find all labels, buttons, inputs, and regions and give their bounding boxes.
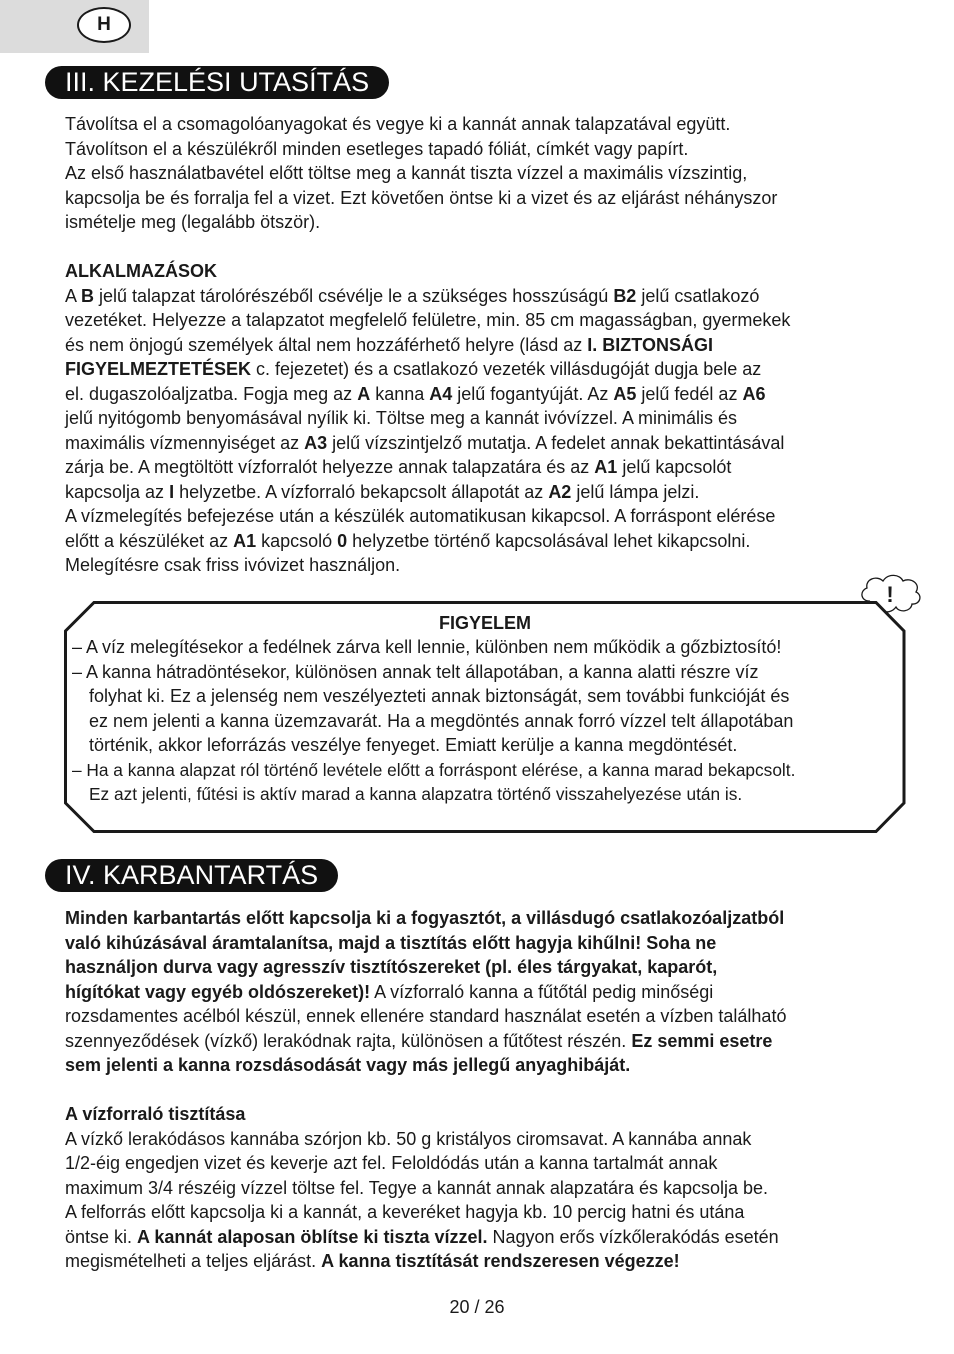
bold-text: használjon durva vagy agresszív tisztítószereket (pl. éles tárgyakat, kaparót, <box>65 957 718 977</box>
text-run: maximális vízmennyiséget az <box>65 432 305 453</box>
text-line <box>65 333 895 358</box>
language-badge: H <box>77 7 131 43</box>
bold-text: Minden karbantartás előtt kapcsolja ki a fogyasztót, a villásdugó csatlakozóaljzatból <box>65 908 785 928</box>
text-line <box>65 284 895 309</box>
text-run: el. dugaszolóaljzatba. Fogja meg az <box>65 383 358 404</box>
bold-text: A kannát alaposan öblítse ki tiszta vízzel. <box>137 1226 488 1247</box>
text-line <box>65 529 895 554</box>
text-line <box>65 1151 895 1176</box>
bold-text: FIGYELMEZTETÉSEK <box>65 359 252 379</box>
text-run: A felforrás előtt kapcsolja ki a kannát, a keveréket hagyja kb. 10 percig hatni és utána <box>65 1202 745 1222</box>
section-heading-operation: III. KEZELÉSI UTASÍTÁS <box>45 66 389 99</box>
text-line <box>65 1004 895 1029</box>
text-run: jelű fedél az <box>636 383 743 404</box>
text-run: helyzetbe. A vízforraló bekapcsolt állapotát az <box>174 481 549 502</box>
text-run: zárja be. A megtöltött vízforralót helyezze annak talapzatára és az <box>65 457 595 477</box>
text-run: vezetéket. Helyezze a talapzatot megfelelő felületre, min. 85 cm magasságban, gyermekek <box>65 310 791 330</box>
bold-text: A1 <box>594 457 618 477</box>
text-run: szennyeződések (vízkő) lerakódnak rajta, különösen a fűtőtest részén. <box>65 1030 632 1051</box>
bold-text: I <box>169 481 175 502</box>
text-line <box>65 1249 895 1274</box>
intro-paragraph <box>65 112 895 235</box>
text-run: kapcsolja az <box>65 481 170 502</box>
text-run: jelű vízszintjelző mutatja. A fedelet annak bekattintásával <box>327 432 785 453</box>
text-run: Nagyon erős vízkőlerakódás esetén <box>487 1226 779 1247</box>
bold-text: hígítókat vagy egyéb oldószereket)! <box>65 981 371 1002</box>
text-run: öntse ki. <box>65 1226 138 1247</box>
warning-item: – A víz melegítésekor a fedélnek zárva kell lennie, különben nem működik a gőzbiztosító! <box>72 637 782 657</box>
text-run: maximum 3/4 részéig vízzel töltse fel. Tegye a kannát annak alapzatára és kapcsolja be. <box>65 1177 769 1198</box>
text-line <box>65 455 895 480</box>
text-run: helyzetbe történő kapcsolásával lehet kikapcsolni. <box>347 530 751 551</box>
page-number: 20 / 26 <box>449 1297 505 1317</box>
text-run: A <box>65 285 82 306</box>
text-line <box>65 980 895 1005</box>
bold-text: Ez semmi esetre <box>631 1030 773 1051</box>
bold-text: A3 <box>304 432 328 453</box>
bold-text: A kanna tisztítását rendszeresen végezze! <box>321 1251 680 1271</box>
warning-item: – Ha a kanna alapzat ról történő levétele előtt a forráspont elérése, a kanna marad bekapcsolt. <box>72 759 796 780</box>
applications-heading: ALKALMAZÁSOK <box>65 261 217 281</box>
warning-item-continuation: Ez azt jelenti, fűtési is aktív marad a kanna alapzatra történő visszahelyezése után is. <box>89 784 743 804</box>
text-run: jelű talapzat tárolórészéből csévélje le a szükséges hosszúságú <box>94 285 614 306</box>
text-run: A vízkő lerakódásos kannába szórjon kb. 50 g kristályos ciromsavat. A kannába annak <box>65 1128 752 1149</box>
bold-text: B <box>81 285 95 306</box>
warning-item-continuation: ez nem jelenti a kanna üzemzavarát. Ha a megdöntés annak forró vízzel telt állapotában <box>89 710 794 731</box>
text-line <box>65 406 895 431</box>
warning-list <box>72 635 902 807</box>
text-run: megismételheti a teljes eljárást. <box>65 1251 322 1271</box>
bold-text: való kihúzásával áramtalanítsa, majd a tisztítás előtt hagyja kihűlni! Soha ne <box>65 932 717 953</box>
text-run: A vízmelegítés befejezése után a készülék automatikusan kikapcsol. A forráspont elérése <box>65 506 776 526</box>
text-line <box>65 504 895 529</box>
text-run: c. fejezetet) és a csatlakozó vezeték villásdugóját dugja bele az <box>251 359 762 379</box>
text-line <box>65 431 895 456</box>
intro-line: Távolítsa el a csomagolóanyagokat és vegye ki a kannát annak talapzatával együtt. <box>65 114 731 134</box>
text-line <box>65 553 895 578</box>
text-line <box>65 1176 895 1201</box>
warning-item-continuation: folyhat ki. Ez a jelenség nem veszélyezteti annak biztonságát, sem további funkcióját és <box>89 686 790 706</box>
operation-section-body <box>65 112 895 578</box>
text-line <box>65 1029 895 1054</box>
text-line <box>65 1127 895 1152</box>
text-line <box>65 382 895 407</box>
bold-text: 0 <box>337 530 348 551</box>
bold-text: B2 <box>613 285 637 306</box>
bold-text: A6 <box>742 383 766 404</box>
maintenance-section-body <box>65 906 895 1274</box>
warning-title: FIGYELEM <box>438 613 531 633</box>
text-line <box>65 1225 895 1250</box>
intro-line: Az első használatbavétel előtt töltse meg a kannát tiszta vízzel a maximális vízszintig, <box>65 163 748 183</box>
text-line <box>65 1200 895 1225</box>
bold-text: sem jelenti a kanna rozsdásodását vagy más jellegű anyaghibáját. <box>65 1055 631 1075</box>
intro-line: kapcsolja be és forralja fel a vizet. Ezt követően öntse ki a vizet és az eljárást néhányszor <box>65 187 778 208</box>
exclamation-mark: ! <box>886 582 894 607</box>
text-run: előtt a készüléket az <box>65 530 234 551</box>
text-run: kanna <box>370 383 430 404</box>
text-run: jelű fogantyúját. Az <box>452 383 614 404</box>
text-line <box>65 906 895 931</box>
text-run: kapcsoló <box>256 530 338 551</box>
bold-text: A <box>357 383 371 404</box>
text-line <box>65 931 895 956</box>
text-run: jelű csatlakozó <box>636 285 760 306</box>
maintenance-paragraph <box>65 906 895 1078</box>
text-line <box>65 955 895 980</box>
text-line <box>65 480 895 505</box>
cleaning-heading: A vízforraló tisztítása <box>65 1104 246 1124</box>
text-run: jelű lámpa jelzi. <box>571 481 700 502</box>
text-line <box>65 308 895 333</box>
bold-text: A5 <box>613 383 637 404</box>
text-line <box>65 1053 895 1078</box>
bold-text: A4 <box>429 383 453 404</box>
section-heading-maintenance: IV. KARBANTARTÁS <box>45 859 338 892</box>
warning-box <box>64 601 906 833</box>
text-run: és nem önjogú személyek által nem hozzáférhető helyre (lásd az <box>65 334 588 355</box>
intro-line: ismételje meg (legalább ötször). <box>65 212 321 232</box>
bold-text: I. BIZTONSÁGI <box>587 334 713 355</box>
warning-item: – A kanna hátradöntésekor, különösen annak telt állapotában, a kanna alatti részre víz <box>72 661 759 682</box>
bold-text: A2 <box>548 481 572 502</box>
text-run: A vízforraló kanna a fűtőtál pedig minőségi <box>370 981 714 1002</box>
text-run: Melegítésre csak friss ivóvizet használjon. <box>65 555 401 575</box>
intro-line: Távolítson el a készülékről minden esetleges tapadó fóliát, címkét vagy papírt. <box>65 138 689 159</box>
cleaning-paragraph <box>65 1127 895 1274</box>
text-run: jelű kapcsolót <box>617 457 732 477</box>
applications-paragraph <box>65 284 895 578</box>
warning-item-continuation: történik, akkor leforrázás veszélye fenyeget. Emiatt kerülje a kanna megdöntését. <box>89 735 738 755</box>
bold-text: A1 <box>233 530 257 551</box>
text-run: 1/2-éig engedjen vizet és keverje azt fel. Feloldódás után a kanna tartalmát annak <box>65 1153 718 1173</box>
text-run: rozsdamentes acélból készül, ennek ellenére standard használat esetén a vízben található <box>65 1006 787 1026</box>
text-line <box>65 357 895 382</box>
text-run: jelű nyitógomb benyomásával nyílik ki. Töltse meg a kannát ivóvízzel. A minimális és <box>65 408 737 428</box>
